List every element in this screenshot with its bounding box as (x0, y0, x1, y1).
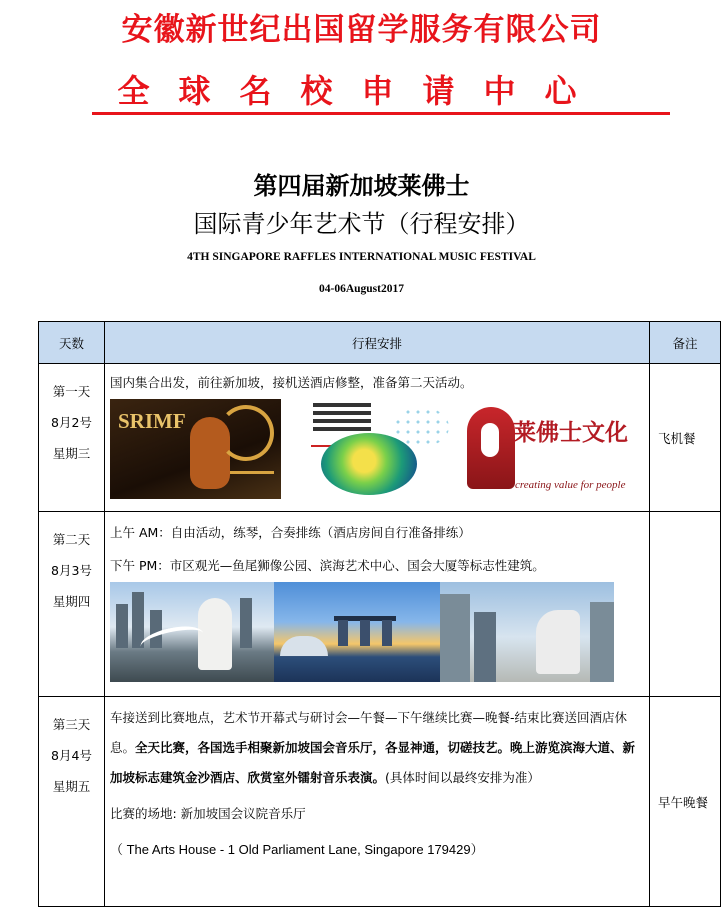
day-cell (39, 697, 105, 907)
day-weekday: 星期四 (52, 594, 91, 609)
city-sculpture-image (440, 582, 614, 682)
schedule-cell (105, 364, 650, 512)
poster-logo-text: SRIMF (118, 409, 186, 433)
poster-bar (230, 471, 274, 474)
photo-strip (110, 582, 644, 682)
schedule-note-text: (具体时间以最终安排为准） (385, 770, 540, 785)
day-date: 8月2号 (51, 415, 92, 430)
festival-poster-image (110, 399, 281, 499)
english-title: 4TH SINGAPORE RAFFLES INTERNATIONAL MUSIC FESTIVAL (187, 251, 536, 263)
schedule-afternoon: 下午 PM：市区观光—鱼尾狮像公园、滨海艺术中心、国会大厦等标志性建筑。 (110, 558, 545, 573)
company-name: 安徽新世纪出国留学服务有限公司 (121, 12, 602, 48)
flyer-dots (393, 407, 449, 447)
water-jet (138, 622, 206, 659)
day-cell (39, 364, 105, 512)
festival-dates: 04-06August2017 (319, 283, 404, 295)
header-divider (92, 112, 670, 115)
day-label: 第二天 (52, 532, 91, 547)
day-weekday: 星期五 (52, 779, 91, 794)
logo-english-text: creating value for people (515, 479, 626, 491)
marina-bay-sands-image (274, 582, 440, 682)
esplanade-dome (280, 636, 328, 656)
note-cell (650, 512, 721, 697)
raffles-logo-mark (467, 407, 515, 489)
header-day: 天数 (39, 322, 105, 364)
schedule-cell (105, 697, 650, 907)
logo-chinese-text: 莱佛士文化 (513, 420, 628, 446)
table-row (39, 512, 721, 697)
raffles-culture-logo (453, 399, 635, 499)
schedule-text: 国内集合出发，前往新加坡，接机送酒店修整，准备第二天活动。 (110, 375, 473, 390)
itinerary-table (38, 321, 721, 907)
page-subtitle: 国际青少年艺术节（行程安排） (193, 210, 530, 238)
festival-flyer-image (283, 399, 451, 499)
day-cell (39, 512, 105, 697)
schedule-cell (105, 512, 650, 697)
table-row (39, 364, 721, 512)
slogan: 全球名校申请中心 (117, 72, 606, 110)
merlion-park-image (110, 582, 274, 682)
schedule-plain-text: 车接送到比赛地点，艺术节开幕式与研讨会—午餐—下午继续比赛—晚餐-结束比赛送回酒店休息。 (110, 710, 628, 755)
swirl-graphic (218, 405, 274, 461)
header-schedule: 行程安排 (105, 322, 650, 364)
note-cell: 早午晚餐 (650, 697, 721, 907)
day-label: 第三天 (52, 717, 91, 732)
page-title: 第四届新加坡莱佛士 (253, 171, 470, 200)
header-note: 备注 (650, 322, 721, 364)
sculpture-figure (536, 610, 580, 674)
schedule-morning: 上午 AM：自由活动，练琴，合奏排练（酒店房间自行准备排练） (110, 525, 471, 540)
schedule-bold-text: 全天比赛，各国选手相聚新加坡国会音乐厅，各显神通，切磋技艺。晚上游览滨海大道、新加坡标志建筑金沙酒店、欣赏室外镭射音乐表演。 (110, 740, 636, 785)
day-weekday: 星期三 (52, 446, 91, 461)
venue-text: 比赛的场地: 新加坡国会议院音乐厅 (110, 806, 306, 821)
schedule-paragraph (110, 703, 644, 793)
photo-strip (110, 399, 644, 499)
day-date: 8月3号 (51, 563, 92, 578)
day-date: 8月4号 (51, 748, 92, 763)
day-label: 第一天 (52, 384, 91, 399)
table-row (39, 697, 721, 907)
note-cell: 飞机餐 (650, 364, 721, 512)
table-header-row (39, 322, 721, 364)
venue-address: （ The Arts House - 1 Old Parliament Lane, Singapore 179429） (110, 842, 484, 857)
